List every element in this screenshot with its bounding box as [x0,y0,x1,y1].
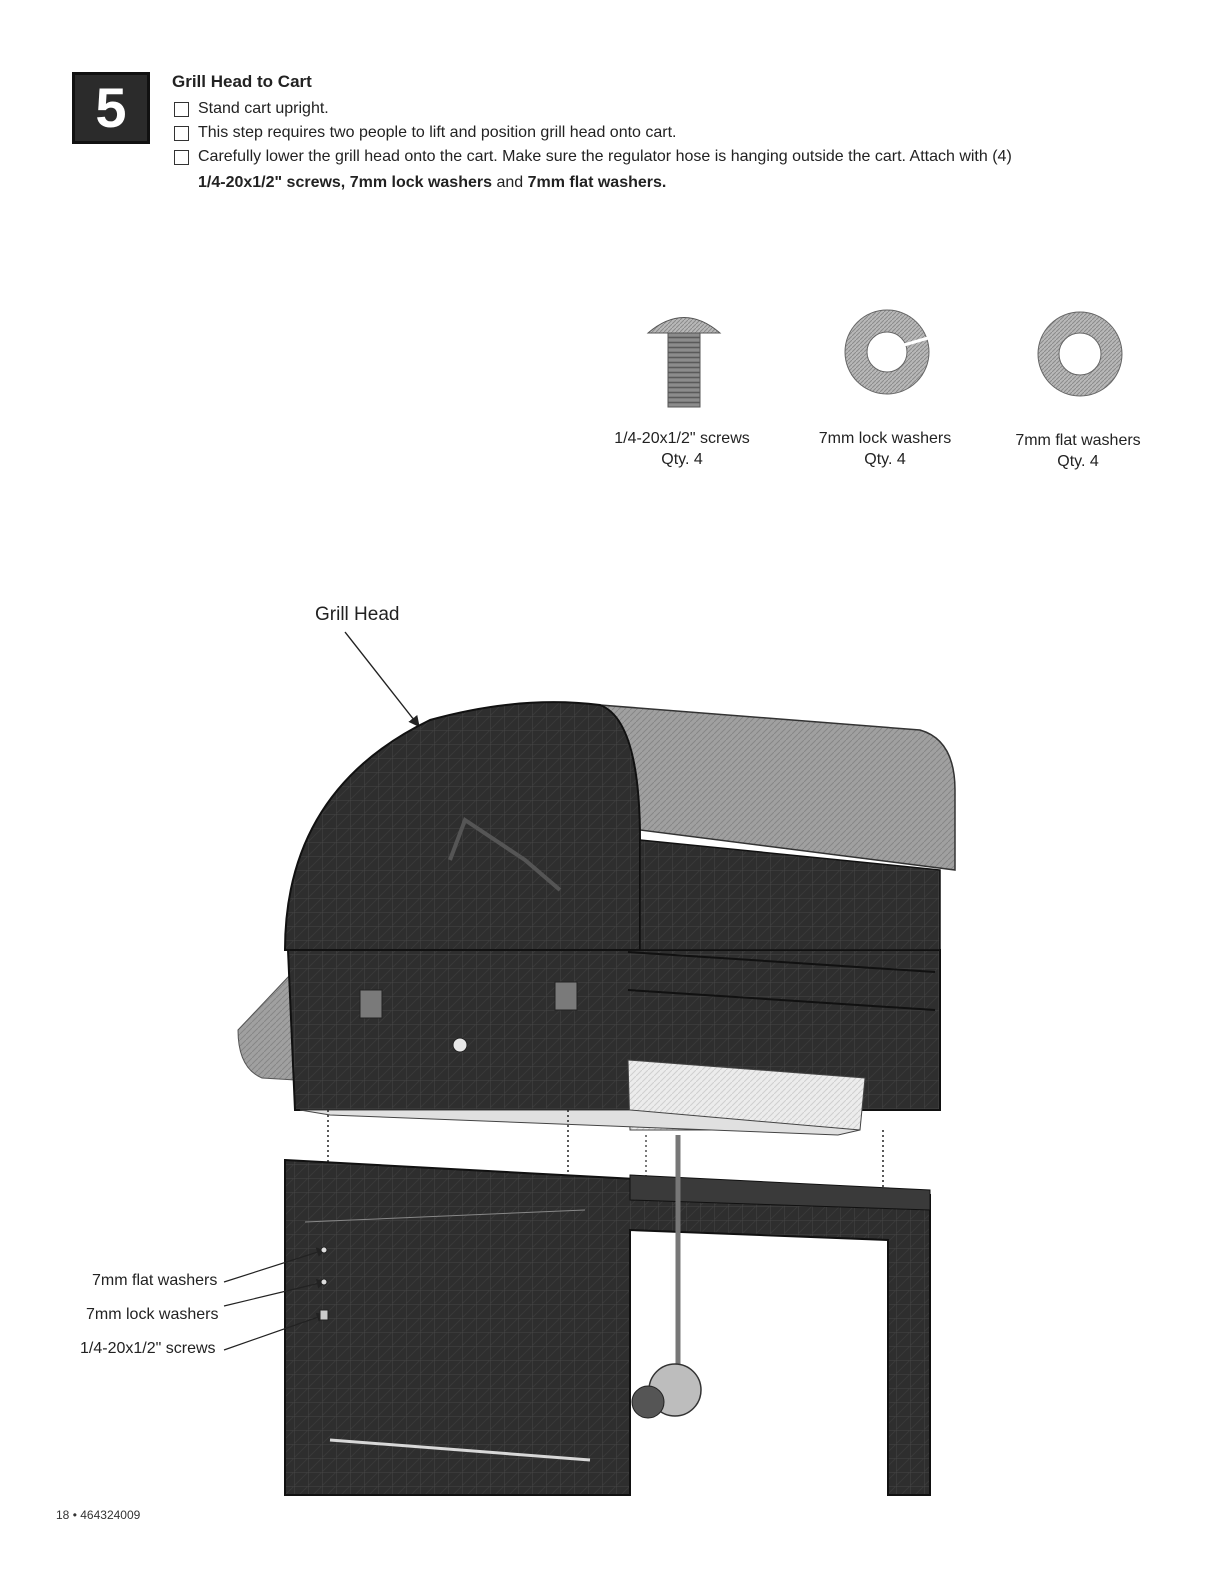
page-number: 18 [56,1508,70,1522]
lock-washer-icon [845,310,929,394]
flat-washer-icon [1038,312,1122,396]
checkbox-icon[interactable] [174,102,189,117]
grill-head-label: Grill Head [315,604,400,625]
callout-flat-washers: 7mm flat washers [92,1272,218,1289]
part-caption-lock-washers [785,428,985,470]
part-name: 1/4-20x1/2" screws [614,430,750,447]
part-caption-flat-washers [978,430,1178,472]
page-footer [56,1508,140,1522]
step-number: 5 [95,76,127,139]
hardware-screws: 1/4-20x1/2" screws, [198,174,346,191]
instruction-list [174,98,1012,170]
instruction-item [174,146,1012,170]
callout-lock-washers: 7mm lock washers [86,1306,219,1323]
step-number-badge [72,72,150,144]
checkbox-icon[interactable] [174,150,189,165]
grill-head-leader-line [345,632,418,725]
hardware-and: and [496,174,524,191]
part-name: 7mm flat washers [1015,432,1141,449]
instruction-text: Stand cart upright. [198,100,329,117]
step-title: Grill Head to Cart [172,72,312,91]
hardware-lock-washers: 7mm lock washers [349,174,492,191]
part-qty: Qty. 4 [864,451,906,468]
part-name: 7mm lock washers [818,430,952,447]
part-caption-screws [582,428,782,470]
assembly-diagram [0,590,1225,1500]
instruction-text: Carefully lower the grill head onto the cart. Make sure the regulator hose is hanging outside the cart. Attach with (4) [198,148,1012,165]
callout-screws: 1/4-20x1/2" screws [80,1340,216,1357]
hardware-parts-illustration [560,300,1180,420]
screw-icon [648,318,720,408]
instruction-item [174,122,1012,146]
part-qty: Qty. 4 [661,451,703,468]
hardware-flat-washers: 7mm flat washers. [527,174,667,191]
side-shelf [238,975,295,1080]
checkbox-icon[interactable] [174,126,189,141]
hardware-line [198,172,666,194]
footer-bullet: • [72,1508,77,1522]
instruction-item [174,98,1012,122]
instruction-text: This step requires two people to lift and position grill head onto cart. [198,124,677,141]
document-number: 464324009 [80,1508,141,1522]
part-qty: Qty. 4 [1057,453,1099,470]
